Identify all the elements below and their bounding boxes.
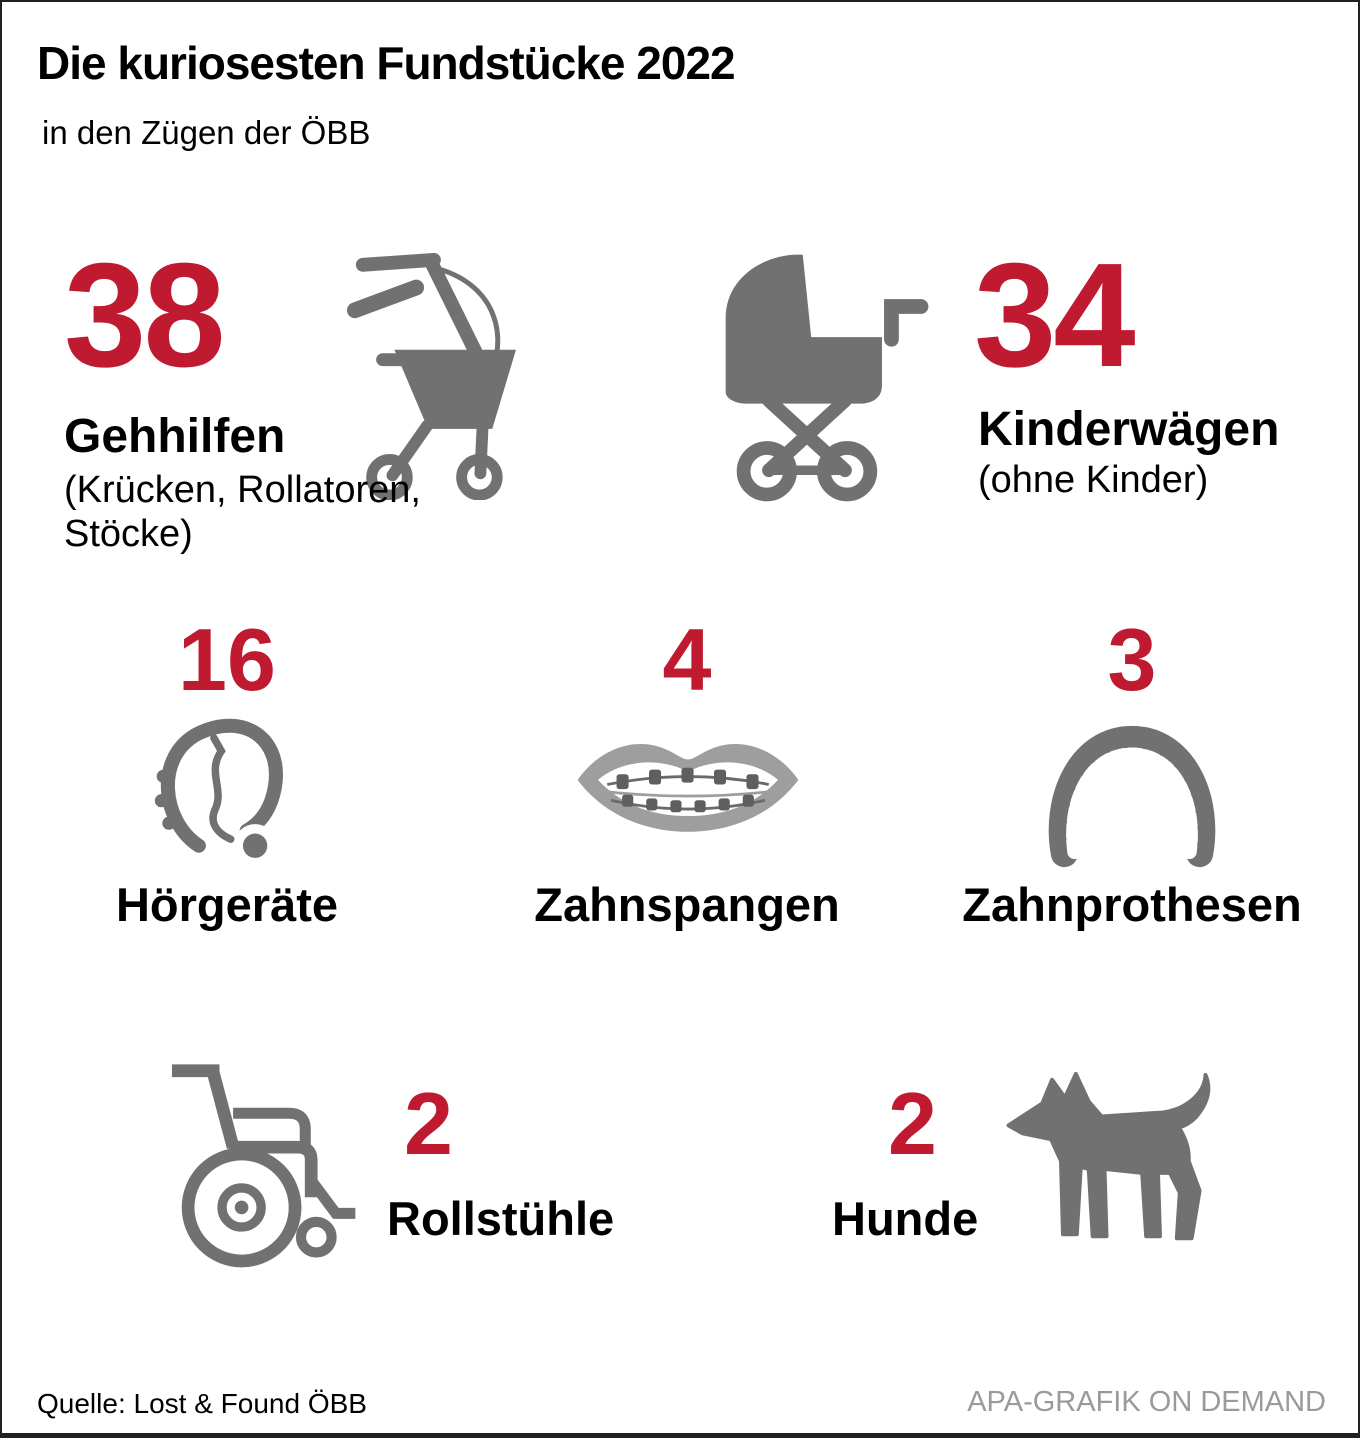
hearing-aid-icon	[152, 705, 302, 873]
dentures-icon	[1032, 720, 1232, 868]
hunde-label: Hunde	[832, 1192, 979, 1245]
dental-braces-icon	[572, 724, 804, 844]
gehhilfen-sublabel: (Krücken, Rollatoren, Stöcke)	[64, 469, 421, 556]
zahnspangen-label: Zahnspangen	[534, 878, 840, 931]
hunde-count: 2	[888, 1074, 937, 1173]
kinderwaegen-count: 34	[974, 233, 1133, 398]
page-title: Die kuriosesten Fundstücke 2022	[37, 37, 735, 89]
wheelchair-icon	[138, 1038, 363, 1281]
kinderwaegen-label: Kinderwägen	[978, 403, 1280, 456]
hoergeraete-label: Hörgeräte	[115, 878, 338, 931]
page-subtitle: in den Zügen der ÖBB	[42, 114, 371, 151]
gehhilfen-label: Gehhilfen	[64, 410, 286, 463]
zahnprothesen-label: Zahnprothesen	[962, 878, 1302, 931]
rollstuehle-count: 2	[404, 1074, 453, 1173]
hoergeraete-count: 16	[178, 610, 276, 709]
rollator-icon	[332, 248, 527, 500]
gehhilfen-count: 38	[64, 233, 223, 398]
zahnprothesen-count: 3	[1107, 610, 1157, 709]
zahnspangen-count: 4	[662, 610, 712, 709]
source-note: Quelle: Lost & Found ÖBB	[37, 1388, 367, 1419]
kinderwaegen-sublabel: (ohne Kinder)	[978, 459, 1209, 501]
dog-icon	[990, 1062, 1228, 1260]
credit-note: APA-GRAFIK ON DEMAND	[967, 1386, 1326, 1418]
pram-icon	[702, 240, 932, 504]
rollstuehle-label: Rollstühle	[387, 1192, 615, 1245]
